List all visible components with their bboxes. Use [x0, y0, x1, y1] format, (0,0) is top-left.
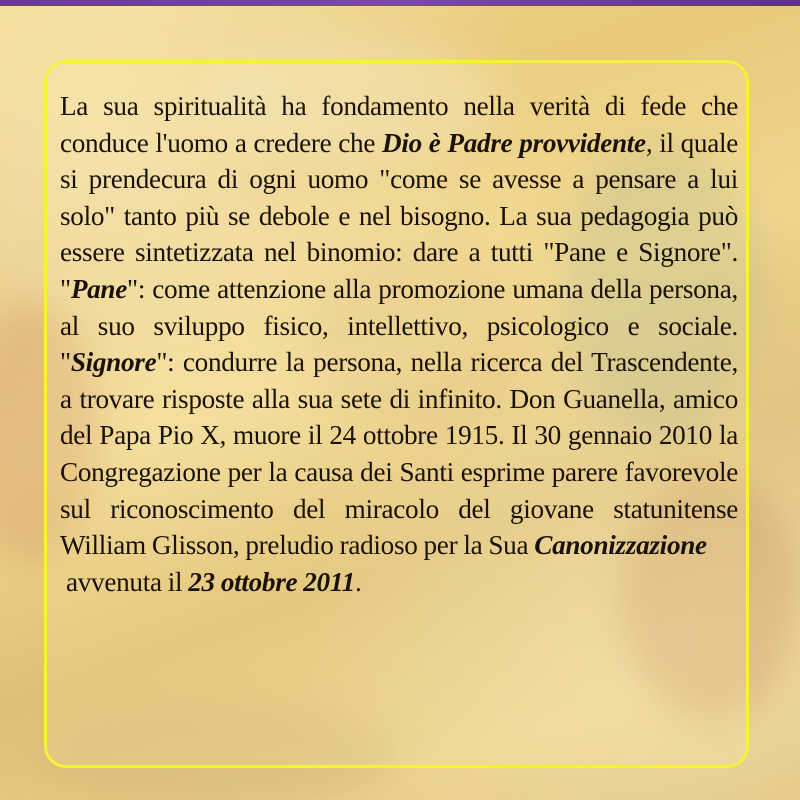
paragraph: [60, 88, 738, 600]
text-segment: ": come attenzione alla promozione umana della persona, al suo sviluppo fisico, intellettivo, psicologico e sociale. ": [60, 273, 738, 378]
emphasis-signore: Signore: [70, 347, 157, 378]
text-segment: ": condurre la persona, nella ricerca del Trascendente, a trovare risposte alla sua sete di infinito. Don Guanella, amico del Papa Pio X, muore il 24 ottobre 1915. Il 30 gennaio 2010 la Congregazione per la causa dei Santi esprime parere favorevole sul riconoscimento del miracolo del giovane statunitense William Glisson, preludio radioso per la Sua: [60, 347, 738, 561]
emphasis-date: 23 ottobre 2011: [188, 566, 355, 597]
text-segment: avvenuta il: [66, 566, 189, 597]
emphasis-canonizzazione: Canonizzazione: [534, 530, 707, 561]
emphasis-pane: Pane: [70, 273, 128, 304]
text-segment: .: [354, 566, 362, 597]
body-text: [60, 88, 738, 600]
text-segment: , il quale si prendecura di ogni uomo "come se avesse a pensare a lui solo" tanto più se debole e nel bisogno. La sua pedagogia può essere sintetizzata nel binomio: dare a tutti "Pane e Signore". ": [60, 127, 739, 304]
emphasis-dio-padre: Dio è Padre provvidente: [382, 127, 646, 158]
text-segment: La sua spiritualità ha fondamento nella verità di fede che conduce l'uomo a credere che: [60, 91, 738, 158]
top-purple-bar: [0, 0, 800, 6]
